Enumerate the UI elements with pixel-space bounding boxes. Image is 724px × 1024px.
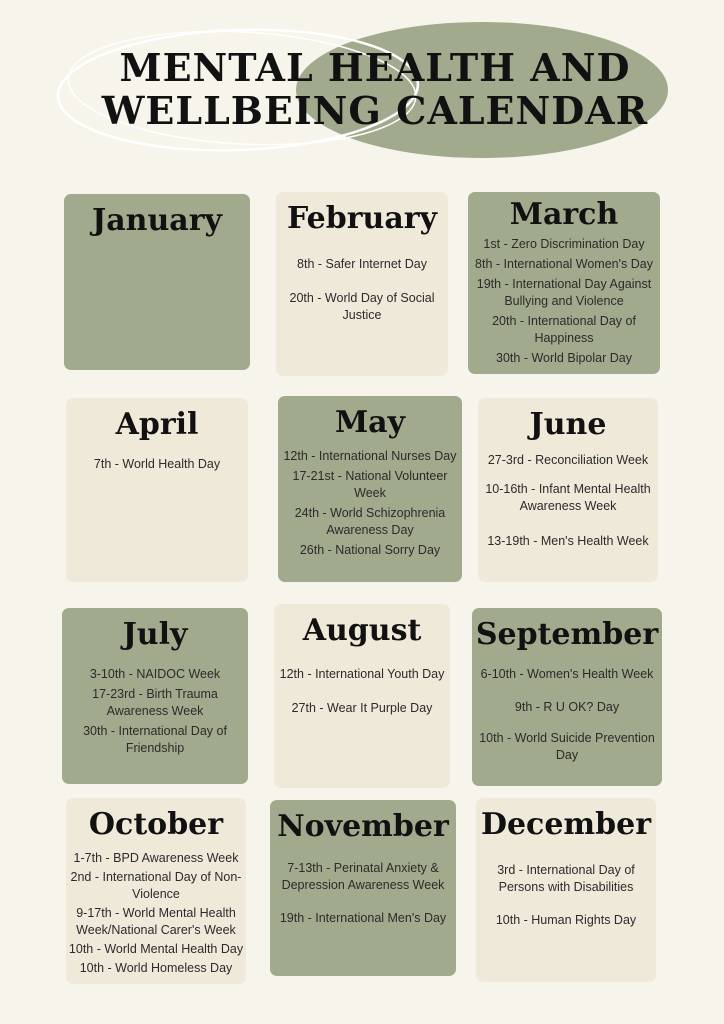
event-item: 10th - World Suicide Prevention Day	[479, 731, 655, 762]
month-title: April	[115, 407, 199, 442]
month-title: November	[277, 809, 449, 844]
event-item: 8th - Safer Internet Day	[297, 257, 427, 271]
month-title: May	[334, 405, 406, 440]
event-item: 24th - World Schizophrenia Awareness Day	[294, 506, 446, 537]
event-item: 7th - World Health Day	[93, 457, 221, 471]
event-item: 10th - Human Rights Day	[495, 913, 637, 927]
event-item: 6-10th - Women's Health Week	[480, 667, 654, 681]
event-item: 1-7th - BPD Awareness Week	[73, 851, 239, 865]
event-item: 17-23rd - Birth Trauma Awareness Week	[92, 687, 218, 718]
month-title: July	[122, 617, 188, 652]
event-item: 30th - World Bipolar Day	[496, 351, 632, 365]
card-july	[62, 608, 248, 784]
card-december	[476, 798, 656, 982]
month-title: March	[509, 197, 619, 232]
event-item: 8th - International Women's Day	[475, 257, 653, 271]
month-title: October	[88, 807, 224, 842]
event-item: 19th - International Men's Day	[279, 911, 447, 925]
event-item: 20th - International Day of Happiness	[492, 314, 636, 345]
event-item: 3rd - International Day of Persons with Disabilities	[497, 863, 635, 894]
card-april	[66, 398, 248, 582]
event-item: 3-10th - NAIDOC Week	[89, 667, 221, 681]
event-item: 9th - R U OK? Day	[514, 700, 620, 714]
event-item: 12th - International Nurses Day	[283, 449, 457, 463]
month-title: December	[480, 807, 652, 842]
event-item: 9-17th - World Mental Health Week/National Carer's Week	[76, 906, 236, 937]
card-september	[472, 608, 662, 786]
event-item: 10-16th - Infant Mental Health Awareness Week	[485, 482, 651, 513]
event-item: 7-13th - Perinatal Anxiety & Depression Awareness Week	[281, 861, 445, 892]
card-june	[478, 398, 658, 582]
event-item: 2nd - International Day of Non-Violence	[70, 870, 242, 901]
month-title: August	[302, 613, 422, 648]
event-item: 20th - World Day of Social Justice	[289, 291, 435, 322]
card-february	[276, 192, 448, 376]
card-november	[270, 800, 456, 976]
event-item: 26th - National Sorry Day	[299, 543, 441, 557]
month-title: September	[475, 617, 659, 652]
month-title: January	[92, 203, 222, 238]
event-item: 30th - International Day of Friendship	[83, 724, 227, 755]
card-may	[278, 396, 462, 582]
event-item: 17-21st - National Volunteer Week	[292, 469, 448, 500]
card-august	[274, 604, 450, 788]
month-title: June	[529, 407, 607, 442]
event-item: 12th - International Youth Day	[279, 667, 445, 681]
event-item: 19th - International Day Against Bullying and Violence	[476, 277, 652, 308]
month-title: February	[286, 201, 437, 236]
event-item: 1st - Zero Discrimination Day	[483, 237, 645, 251]
page-title: MENTAL HEALTH AND WELLBEING CALENDAR	[101, 45, 649, 133]
card-october	[66, 798, 246, 984]
card-january	[64, 194, 250, 370]
event-item: 27th - Wear It Purple Day	[291, 701, 433, 715]
event-item: 13-19th - Men's Health Week	[487, 534, 649, 548]
event-item: 27-3rd - Reconciliation Week	[487, 453, 649, 467]
event-item: 10th - World Mental Health Day	[68, 942, 244, 956]
card-march	[468, 192, 660, 374]
event-item: 10th - World Homeless Day	[79, 961, 233, 975]
